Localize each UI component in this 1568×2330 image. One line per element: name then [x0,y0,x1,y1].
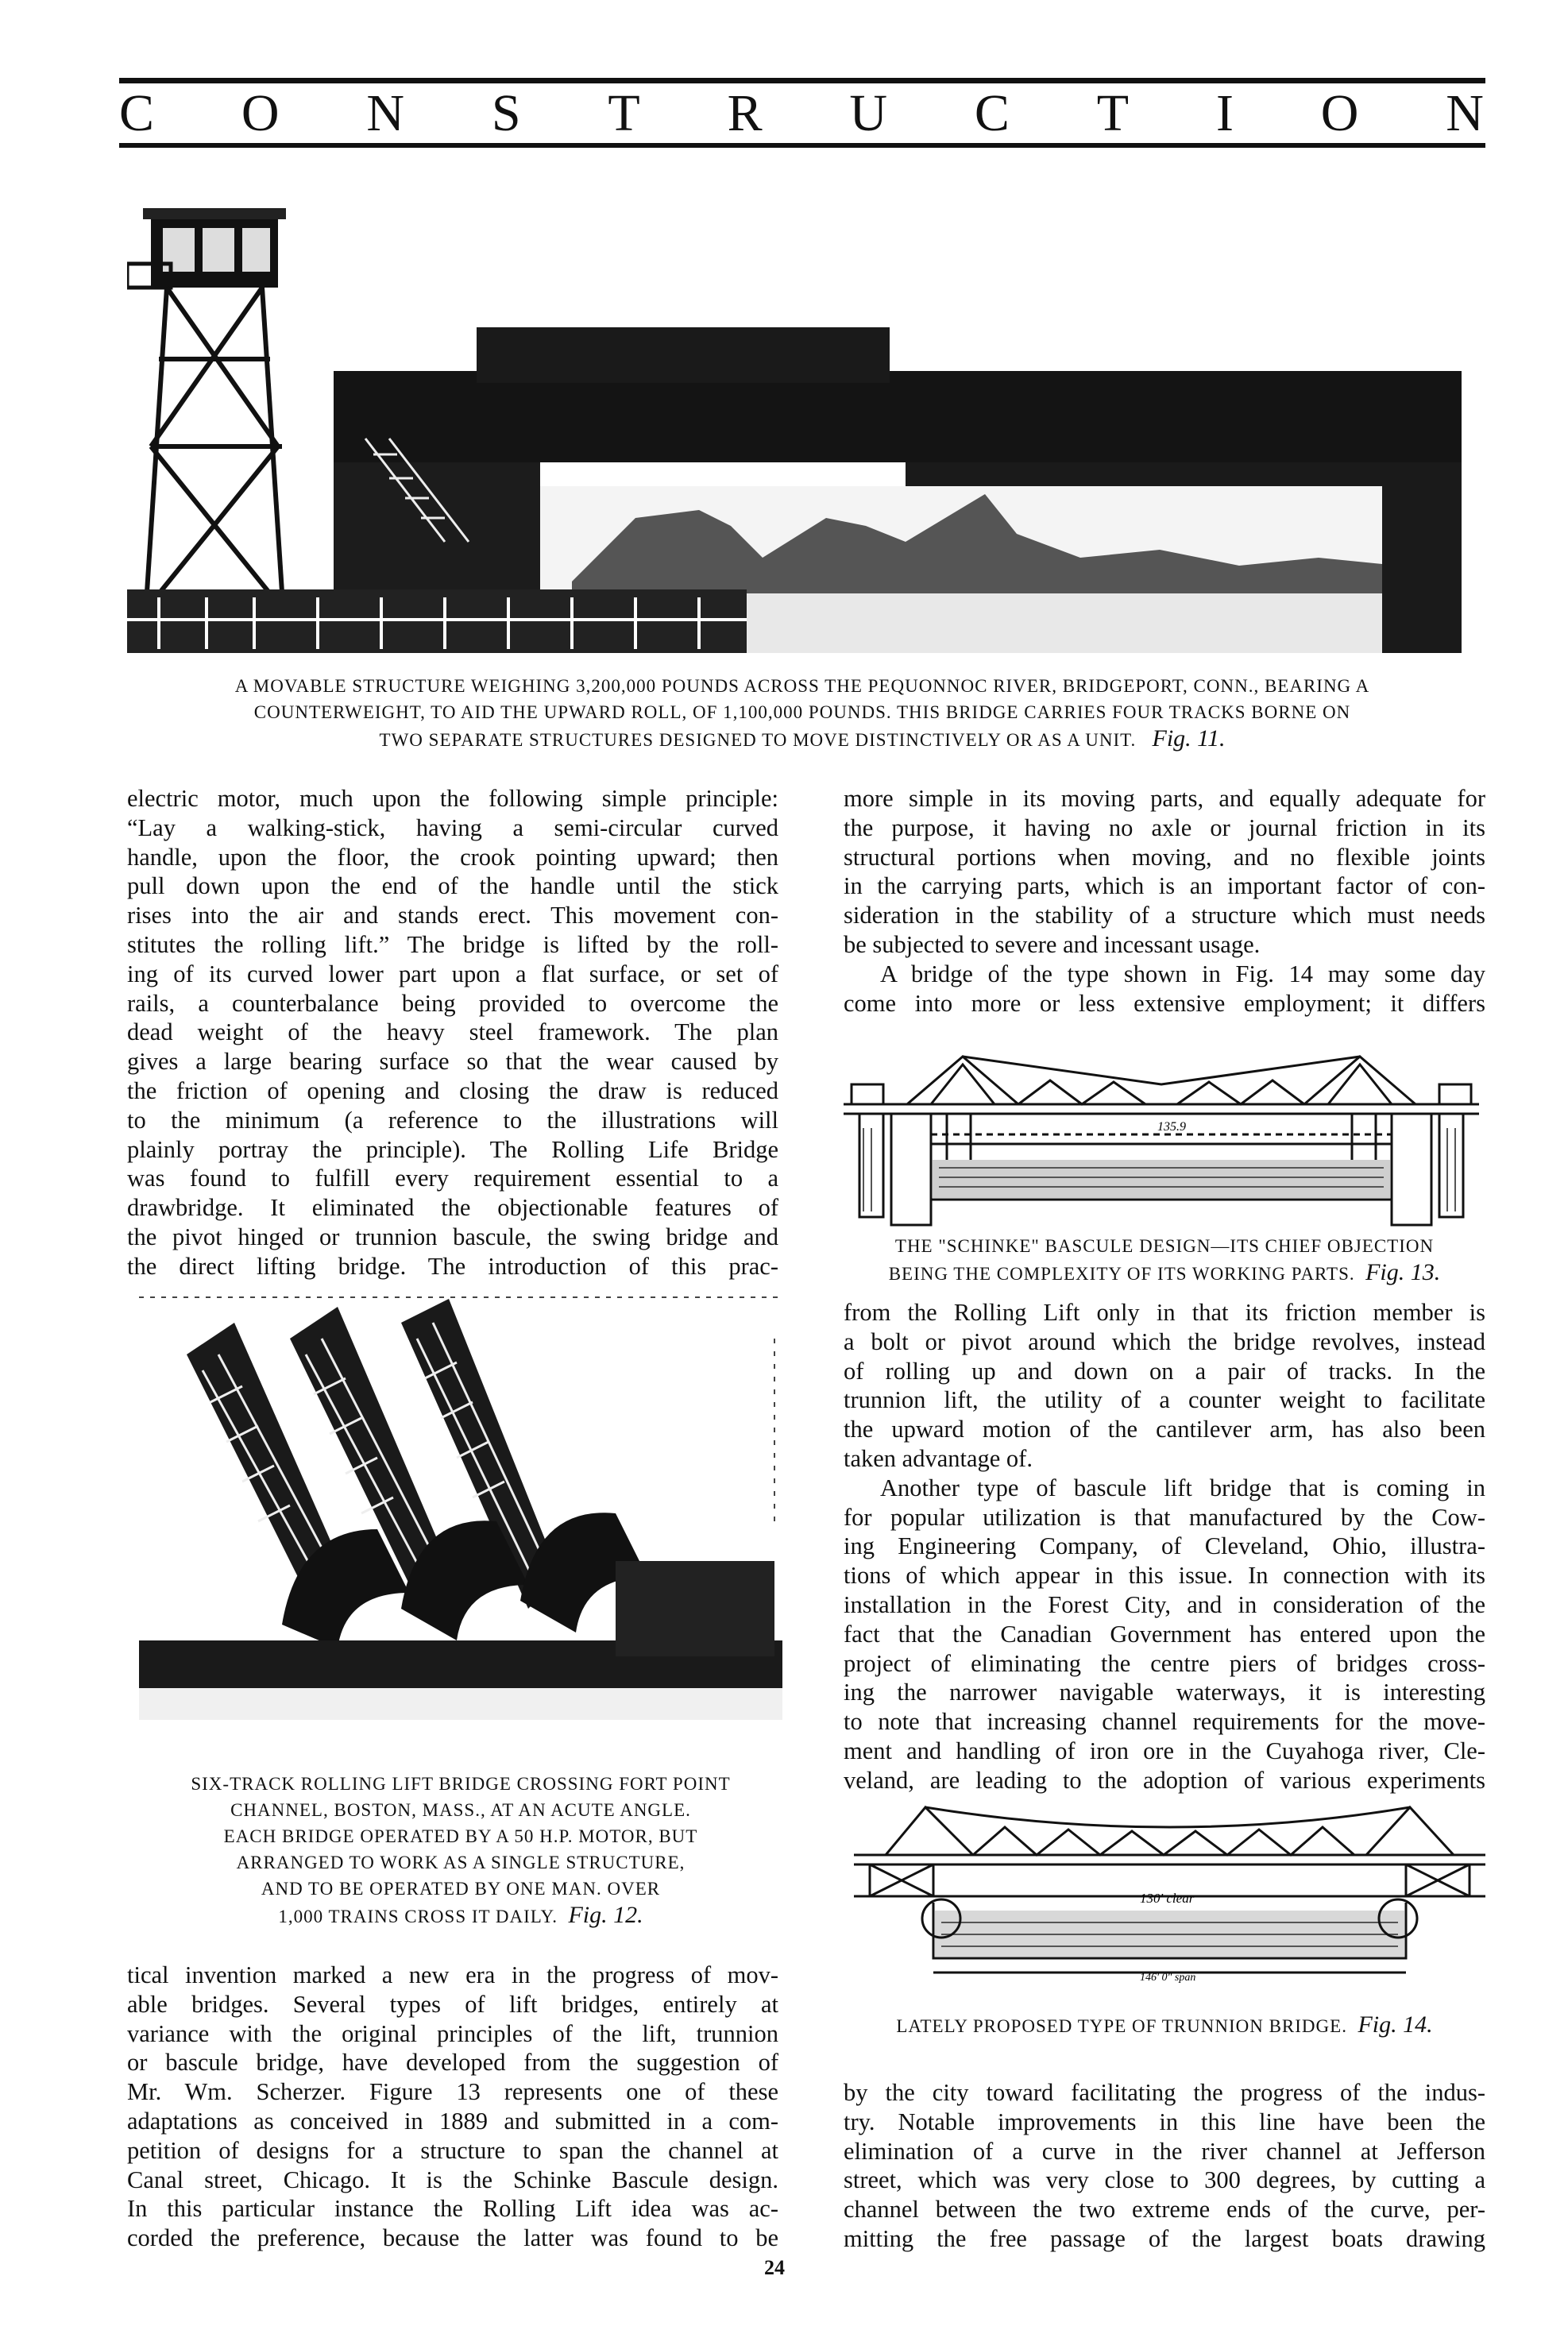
fig12-caption-line: SIX-TRACK ROLLING LIFT BRIDGE CROSSING FORT POINT [191,1774,731,1794]
text-line: stitutes the rolling lift.” The bridge is lifted by the roll- [127,930,778,958]
text-line: the purpose, it having no axle or journal friction in its [844,813,1485,841]
header-letter: O [241,84,281,142]
fig14-drawing [854,1791,1485,1986]
right-column-middle-text [844,1298,1485,1795]
fig12-caption-line: CHANNEL, BOSTON, MASS., AT AN ACUTE ANGLE. [230,1800,691,1820]
fig12-photo [139,1291,782,1720]
text-line: project of eliminating the centre piers of bridges cross- [844,1649,1485,1677]
text-line: installation in the Forest City, and in consideration of the [844,1590,1485,1618]
text-line: the upward motion of the cantilever arm, has also been [844,1416,1485,1443]
text-line: a bolt or pivot around which the bridge revolves, instead [844,1327,1485,1355]
header-top-rule [119,78,1485,83]
text-line: sideration in the stability of a structure which must needs [844,902,1485,929]
text-line: tions of which appear in this issue. In connection with its [844,1562,1485,1590]
page-number: 24 [764,2256,785,2279]
text-line: trunnion lift, the utility of a counter weight to facilitate [844,1386,1485,1414]
fig12-label: Fig. 12. [568,1902,643,1928]
fig12-caption-line: 1,000 TRAINS CROSS IT DAILY. [278,1907,558,1926]
fig14-label: Fig. 14. [1358,2011,1433,2038]
fig11-caption-line: TWO SEPARATE STRUCTURES DESIGNED TO MOVE DISTINCTIVELY OR AS A UNIT. [379,730,1137,750]
header-letter: C [119,84,156,142]
text-line: A bridge of the type shown in Fig. 14 may some day [880,960,1485,987]
text-line: ing Engineering Company, of Cleveland, Ohio, illustra- [844,1532,1485,1560]
text-line: drawbridge. It eliminated the objectionable features of [127,1194,778,1222]
text-line: electric motor, much upon the following simple principle: [127,785,778,812]
text-line: pull down upon the end of the handle until the stick [127,872,778,900]
fig12-caption-line: AND TO BE OPERATED BY ONE MAN. OVER [261,1879,661,1899]
text-line: rails, a counterbalance being provided to overcome the [127,989,778,1017]
header-bottom-rule [119,143,1485,148]
text-line: petition of designs for a structure to span the channel at [127,2136,778,2164]
left-column-bottom-text [127,1961,778,2253]
text-line: ment and handling of iron ore in the Cuyahoga river, Cle- [844,1737,1485,1764]
text-line: veland, are leading to the adoption of various experiments [844,1766,1485,1794]
text-line: adaptations as conceived in 1889 and submitted in a com- [127,2107,778,2135]
text-line: for popular utilization is that manufactured by the Cow- [844,1503,1485,1531]
text-line: rises into the air and stands erect. This movement con- [127,902,778,929]
text-line: variance with the original principles of the lift, trunnion [127,2019,778,2047]
fig13-label: Fig. 13. [1365,1259,1441,1285]
text-line: plainly portray the principle). The Rolling Life Bridge [127,1135,778,1163]
text-line: structural portions when moving, and no flexible joints [844,843,1485,871]
text-line: the pivot hinged or trunnion bascule, the swing bridge and [127,1223,778,1250]
right-column-top-text [844,784,1485,1018]
header-letter: N [1446,84,1485,142]
text-line: in the carrying parts, which is an important factor of con- [844,872,1485,900]
page-header-title [119,86,1485,141]
text-line: more simple in its moving parts, and equally adequate for [844,785,1485,812]
fig14-caption [844,2011,1485,2039]
right-column-bottom-text [844,2078,1485,2254]
fig11-label: Fig. 11. [1152,725,1226,752]
fig12-caption-line: EACH BRIDGE OPERATED BY A 50 H.P. MOTOR, BUT [223,1826,698,1846]
text-line: fact that the Canadian Government has entered upon the [844,1620,1485,1648]
text-line: try. Notable improvements in this line have been the [844,2108,1485,2135]
header-letter: T [608,84,642,142]
fig11-caption-line: COUNTERWEIGHT, TO AID THE UPWARD ROLL, OF 1,100,000 POUNDS. THIS BRIDGE CARRIES FOUR TRACKS BORNE ON [253,702,1351,722]
text-line: to the minimum (a reference to the illustrations will [127,1106,778,1134]
fig14-dimension-span: 146' 0" span [1140,1972,1196,1984]
text-line: by the city toward facilitating the progress of the indus- [844,2079,1485,2106]
text-line: from the Rolling Lift only in that its friction member is [844,1299,1485,1326]
text-line: In this particular instance the Rolling Lift idea was ac- [127,2195,778,2223]
fig13-dimension-label: 135.9 [1157,1120,1186,1134]
text-line: ing of its curved lower part upon a flat surface, or set of [127,960,778,987]
fig13-caption [844,1233,1485,1287]
header-letter: T [1096,84,1131,142]
header-letter: N [366,84,407,142]
header-letter: O [1320,84,1361,142]
text-line: dead weight of the heavy steel framework. The plan [127,1018,778,1046]
text-line: be subjected to severe and incessant usage. [844,930,1261,958]
header-letter: I [1215,84,1235,142]
text-line: street, which was very close to 300 degrees, by cutting a [844,2166,1485,2194]
header-letter: S [491,84,523,142]
text-line: elimination of a curve in the river channel at Jefferson [844,2137,1485,2165]
text-line: “Lay a walking-stick, having a semi-circular curved [127,813,778,841]
text-line: the friction of opening and closing the draw is reduced [127,1076,778,1104]
fig12-caption [139,1771,782,1930]
fig12-caption-line: ARRANGED TO WORK AS A SINGLE STRUCTURE, [236,1853,686,1872]
text-line: to note that increasing channel requirements for the move- [844,1708,1485,1736]
text-line: come into more or less extensive employment; it differs [844,989,1485,1017]
text-line: corded the preference, because the latter was found to be [127,2224,778,2252]
text-line: of rolling up and down on a pair of tracks. In the [844,1357,1485,1385]
text-line: Mr. Wm. Scherzer. Figure 13 represents one of these [127,2078,778,2106]
fig11-caption [151,673,1454,753]
text-line: able bridges. Several types of lift bridges, entirely at [127,1990,778,2018]
text-line: mitting the free passage of the largest boats drawing [844,2224,1485,2252]
text-line: ing the narrower navigable waterways, it is interesting [844,1679,1485,1706]
header-letter: C [974,84,1011,142]
text-line: gives a large bearing surface so that the wear caused by [127,1048,778,1076]
fig13-caption-line: BEING THE COMPLEXITY OF ITS WORKING PARTS. [888,1264,1355,1284]
text-line: handle, upon the floor, the crook pointing upward; then [127,843,778,871]
fig13-caption-line: THE "SCHINKE" BASCULE DESIGN—ITS CHIEF OBJECTION [894,1236,1435,1256]
text-line: Another type of bascule lift bridge that is coming in [880,1474,1485,1501]
text-line: Canal street, Chicago. It is the Schinke Bascule design. [127,2166,778,2193]
fig11-caption-line: A MOVABLE STRUCTURE WEIGHING 3,200,000 POUNDS ACROSS THE PEQUONNOC RIVER, BRIDGEPORT, CONN., BEARING A [234,676,1370,696]
text-line: tical invention marked a new era in the progress of mov- [127,1961,778,1988]
text-line: channel between the two extreme ends of the curve, per- [844,2196,1485,2224]
fig14-dimension-clear: 130' clear [1140,1891,1195,1906]
left-column-top-text [127,784,778,1281]
fig13-drawing [844,1041,1479,1231]
text-line: was found to fulfill every requirement essential to a [127,1165,778,1192]
text-line: the direct lifting bridge. The introduction of this prac- [127,1252,778,1280]
header-letter: U [849,84,890,142]
fig14-caption-line: LATELY PROPOSED TYPE OF TRUNNION BRIDGE. [896,2016,1347,2036]
text-line: or bascule bridge, have developed from the suggestion of [127,2049,778,2077]
text-line: taken advantage of. [844,1444,1033,1472]
header-letter: R [727,84,764,142]
fig11-photo [127,184,1477,653]
